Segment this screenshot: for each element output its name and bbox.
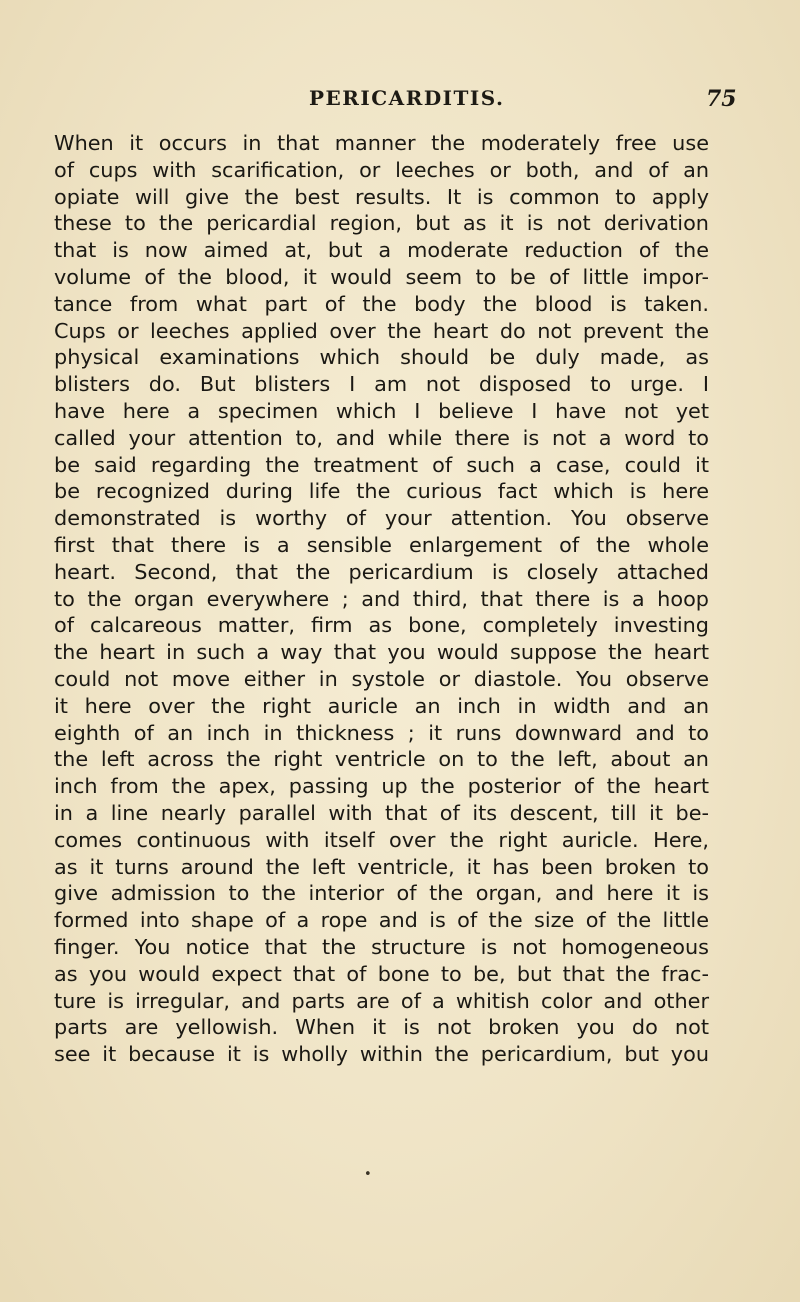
text-line: the left across the right ventricle on to the left, about an (54, 747, 709, 772)
text-line: be recognized during life the curious fact which is here (54, 479, 709, 504)
text-line: blisters do. But blisters I am not disposed to urge. I (54, 372, 709, 397)
text-line: of calcareous matter, firm as bone, completely investing (54, 613, 709, 638)
text-line: it here over the right auricle an inch in width and an (54, 693, 709, 718)
text-line: have here a specimen which I believe I have not yet (54, 398, 709, 423)
text-line: eighth of an inch in thickness ; it runs downward and to (54, 720, 709, 745)
text-line: of cups with scarification, or leeches or both, and of an (54, 157, 709, 182)
text-line: these to the pericardial region, but as it is not derivation (54, 211, 709, 236)
print-speck-icon: • (364, 1167, 372, 1182)
body-text (54, 130, 709, 1068)
text-line: physical examinations which should be duly made, as (54, 345, 709, 370)
text-line: When it occurs in that manner the moderately free use (54, 131, 709, 155)
text-line: in a line nearly parallel with that of its descent, till it be- (54, 800, 709, 825)
text-line: heart. Second, that the pericardium is closely attached (54, 559, 709, 584)
text-line: comes continuous with itself over the right auricle. Here, (54, 827, 709, 852)
text-line: demonstrated is worthy of your attention. You observe (54, 506, 709, 531)
text-line: to the organ everywhere ; and third, that there is a hoop (54, 586, 709, 611)
text-line: as it turns around the left ventricle, it has been broken to (54, 854, 709, 879)
text-line: called your attention to, and while there is not a word to (54, 425, 709, 450)
running-head (0, 86, 800, 122)
page-number: 75 (706, 86, 737, 112)
chapter-title: PERICARDITIS. (309, 86, 505, 110)
text-line: could not move either in systole or diastole. You observe (54, 666, 709, 691)
text-line: first that there is a sensible enlargement of the whole (54, 532, 709, 557)
text-line: formed into shape of a rope and is of the size of the little (54, 908, 709, 933)
text-line: give admission to the interior of the organ, and here it is (54, 881, 709, 906)
text-line: parts are yellowish. When it is not broken you do not (54, 1015, 709, 1040)
text-line: volume of the blood, it would seem to be of little impor- (54, 264, 709, 289)
text-line: see it because it is wholly within the pericardium, but you (54, 1042, 709, 1067)
text-line: tance from what part of the body the blood is taken. (54, 291, 709, 316)
text-line: Cups or leeches applied over the heart do not prevent the (54, 318, 709, 343)
text-line: that is now aimed at, but a moderate reduction of the (54, 238, 709, 263)
text-line: inch from the apex, passing up the posterior of the heart (54, 774, 709, 799)
text-line: as you would expect that of bone to be, but that the frac- (54, 961, 709, 986)
text-line: ture is irregular, and parts are of a whitish color and other (54, 988, 709, 1013)
text-line: opiate will give the best results. It is common to apply (54, 184, 709, 209)
text-line: finger. You notice that the structure is not homogeneous (54, 934, 709, 959)
text-line: the heart in such a way that you would suppose the heart (54, 640, 709, 665)
text-line: be said regarding the treatment of such a case, could it (54, 452, 709, 477)
